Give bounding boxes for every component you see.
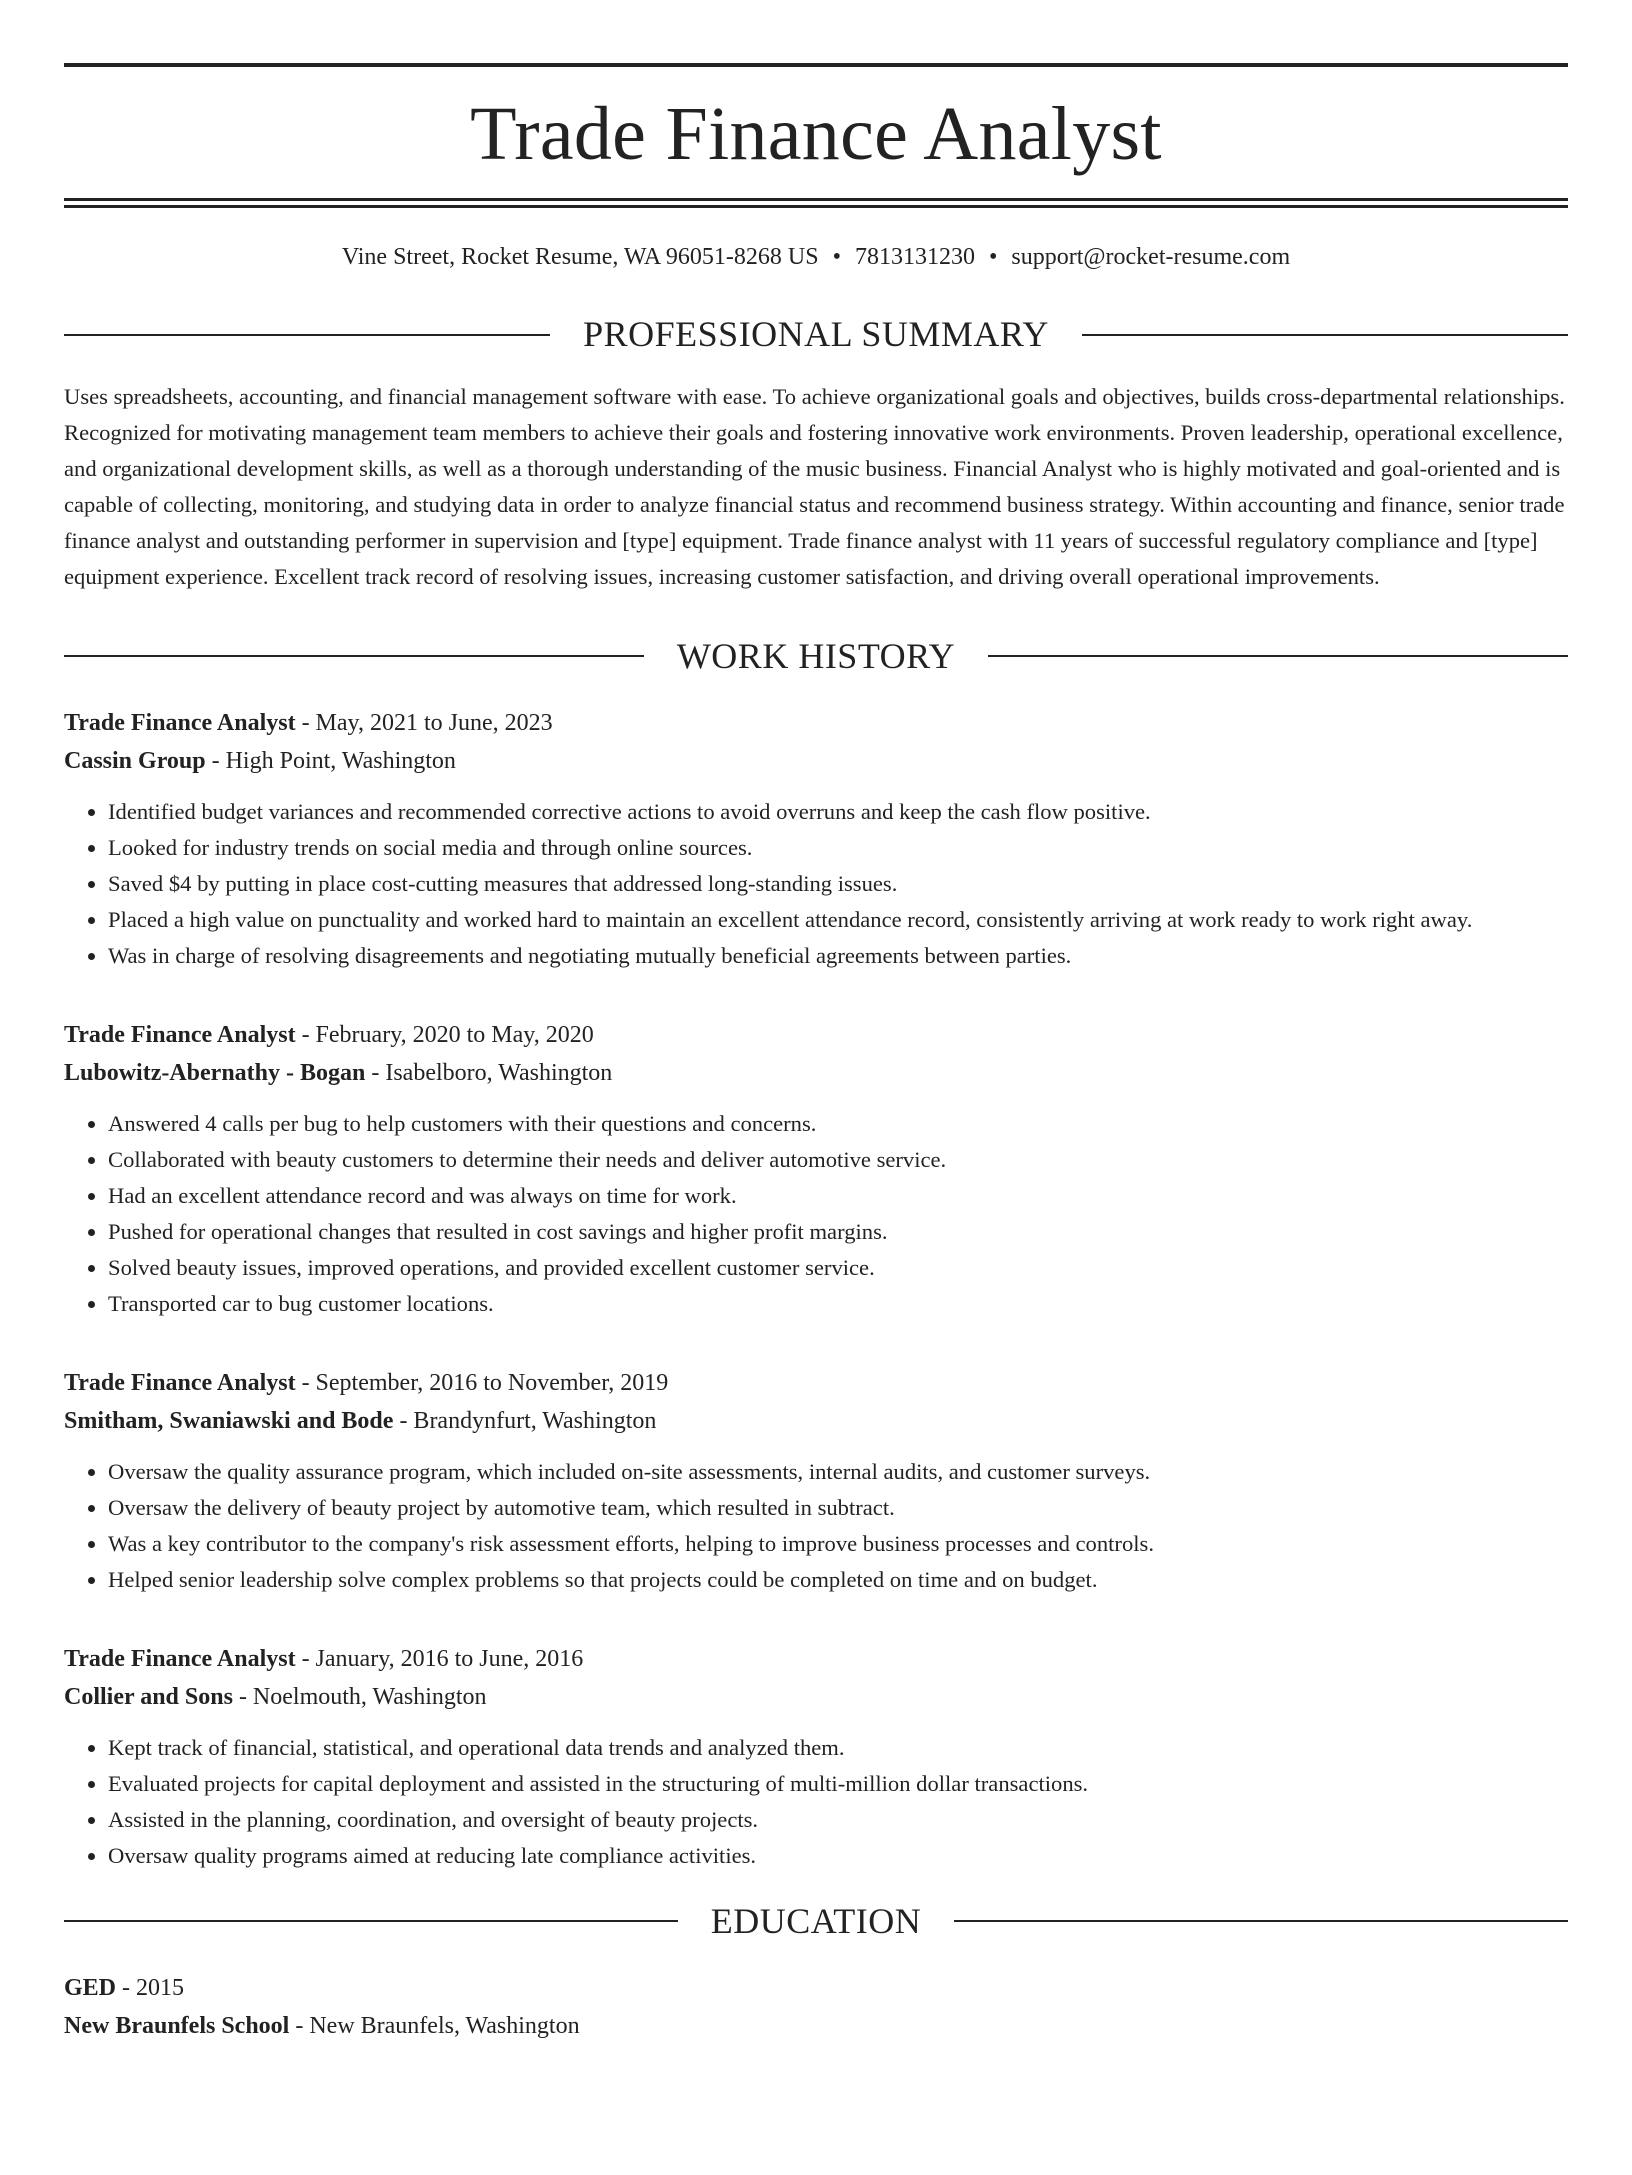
job-bullet-list [64, 794, 1568, 974]
job-bullet: • Transported car to bug customer locations. [108, 1286, 1568, 1322]
job-bullet: • Identified budget variances and recommended corrective actions to avoid overruns and keep the cash flow positive. [108, 794, 1568, 830]
job-bullet: • Oversaw the delivery of beauty project by automotive team, which resulted in subtract. [108, 1490, 1568, 1526]
job-company: Smitham, Swaniawski and Bode [64, 1407, 394, 1434]
job-title: Trade Finance Analyst [64, 1021, 296, 1048]
job-title: Trade Finance Analyst [64, 1645, 296, 1672]
job-bullet: • Was in charge of resolving disagreements and negotiating mutually beneficial agreements between parties. [108, 938, 1568, 974]
heading-rule-left [64, 655, 644, 657]
job-bullet: • Evaluated projects for capital deployment and assisted in the structuring of multi-million dollar transactions. [108, 1766, 1568, 1802]
job-bullet: • Oversaw the quality assurance program, which included on-site assessments, internal audits, and customer surveys. [108, 1454, 1568, 1490]
job-title-line [64, 1016, 1568, 1054]
education-degree: GED [64, 1974, 117, 2001]
job-location: - Noelmouth, Washington [232, 1683, 487, 1710]
job-bullet-list [64, 1454, 1568, 1598]
heading-rule-left [64, 334, 550, 336]
heading-rule-left [64, 1920, 678, 1922]
work-history-list [64, 704, 1568, 1874]
job-entry [64, 1016, 1568, 1322]
job-dates: - May, 2021 to June, 2023 [295, 709, 553, 736]
job-bullet: • Pushed for operational changes that resulted in cost savings and higher profit margins. [108, 1214, 1568, 1250]
job-entry [64, 1640, 1568, 1874]
job-bullet: • Looked for industry trends on social media and through online sources. [108, 830, 1568, 866]
job-dates: - September, 2016 to November, 2019 [295, 1369, 669, 1396]
education-degree-line [64, 1969, 1568, 2007]
job-title: Trade Finance Analyst [64, 709, 296, 736]
contact-line [64, 242, 1568, 273]
summary-heading: PROFESSIONAL SUMMARY [583, 314, 1049, 355]
job-location: - Brandynfurt, Washington [393, 1407, 657, 1434]
resume-page [0, 63, 1632, 2175]
summary-text: Uses spreadsheets, accounting, and financial management software with ease. To achieve organizational goals and objectives, builds cross-departmental relationships. Recognized for motivating management team members to achieve their goals and fostering innovative work environments. Proven leadership, operational excellence, and organizational development skills, as well as a thorough understanding of the music business. Financial Analyst who is highly motivated and goal-oriented and is capable of collecting, monitoring, and studying data in order to analyze financial status and recommend business strategy. Within accounting and finance, senior trade finance analyst and outstanding performer in supervision and [type] equipment. Trade finance analyst with 11 years of successful regulatory compliance and [type] equipment experience. Excellent track record of resolving issues, increasing customer satisfaction, and driving overall operational improvements. [64, 383, 1565, 589]
job-bullet: • Oversaw quality programs aimed at reducing late compliance activities. [108, 1838, 1568, 1874]
summary-section-heading [64, 313, 1568, 356]
contact-separator: • [989, 244, 998, 271]
education-location: - New Braunfels, Washington [289, 2012, 580, 2039]
contact-separator: • [832, 244, 842, 271]
job-bullet: • Answered 4 calls per bug to help customers with their questions and concerns. [108, 1106, 1568, 1142]
title-double-rule [64, 198, 1568, 208]
contact-phone: 7813131230 [855, 244, 976, 271]
heading-rule-right [1082, 334, 1568, 336]
job-company-line [64, 742, 1568, 780]
job-bullet: • Kept track of financial, statistical, and operational data trends and analyzed them. [108, 1730, 1568, 1766]
top-rule [64, 63, 1568, 67]
job-bullet: • Was a key contributor to the company's risk assessment efforts, helping to improve business processes and controls. [108, 1526, 1568, 1562]
job-title: Trade Finance Analyst [64, 1369, 296, 1396]
job-dates: - January, 2016 to June, 2016 [295, 1645, 584, 1672]
job-title-line [64, 1364, 1568, 1402]
education-year: - 2015 [116, 1974, 185, 2001]
education-school-line [64, 2007, 1568, 2045]
education-heading: EDUCATION [710, 1900, 922, 1941]
job-bullet: • Had an excellent attendance record and was always on time for work. [108, 1178, 1568, 1214]
job-title-line [64, 704, 1568, 742]
job-company: Collier and Sons [64, 1683, 233, 1710]
job-location: - Isabelboro, Washington [365, 1059, 613, 1086]
job-dates: - February, 2020 to May, 2020 [295, 1021, 594, 1048]
job-bullet: • Assisted in the planning, coordination, and oversight of beauty projects. [108, 1802, 1568, 1838]
job-bullet: • Placed a high value on punctuality and worked hard to maintain an excellent attendance record, consistently arriving at work ready to work right away. [108, 902, 1568, 938]
job-location: - High Point, Washington [205, 747, 456, 774]
heading-rule-right [988, 655, 1568, 657]
job-entry [64, 704, 1568, 974]
education-section-heading [64, 1900, 1568, 1943]
job-title-line [64, 1640, 1568, 1678]
work-heading: WORK HISTORY [676, 635, 956, 676]
contact-address: Vine Street, Rocket Resume, WA 96051-8268 US [341, 244, 819, 271]
heading-rule-right [954, 1920, 1568, 1922]
job-entry [64, 1364, 1568, 1598]
job-company: Cassin Group [64, 747, 206, 774]
job-bullet: • Solved beauty issues, improved operations, and provided excellent customer service. [108, 1250, 1568, 1286]
job-bullet-list [64, 1730, 1568, 1874]
job-bullet: • Saved $4 by putting in place cost-cutting measures that addressed long-standing issues. [108, 866, 1568, 902]
job-bullet: • Helped senior leadership solve complex problems so that projects could be completed on time and on budget. [108, 1562, 1568, 1598]
job-company-line [64, 1402, 1568, 1440]
work-section-heading [64, 635, 1568, 678]
resume-title: Trade Finance Analyst [470, 92, 1162, 176]
job-company: Lubowitz-Abernathy - Bogan [64, 1059, 366, 1086]
contact-email: support@rocket-resume.com [1011, 244, 1291, 271]
job-company-line [64, 1678, 1568, 1716]
job-bullet: • Collaborated with beauty customers to determine their needs and deliver automotive service. [108, 1142, 1568, 1178]
job-bullet-list [64, 1106, 1568, 1322]
education-school: New Braunfels School [64, 2012, 290, 2039]
job-company-line [64, 1054, 1568, 1092]
education-entry [64, 1969, 1568, 2045]
